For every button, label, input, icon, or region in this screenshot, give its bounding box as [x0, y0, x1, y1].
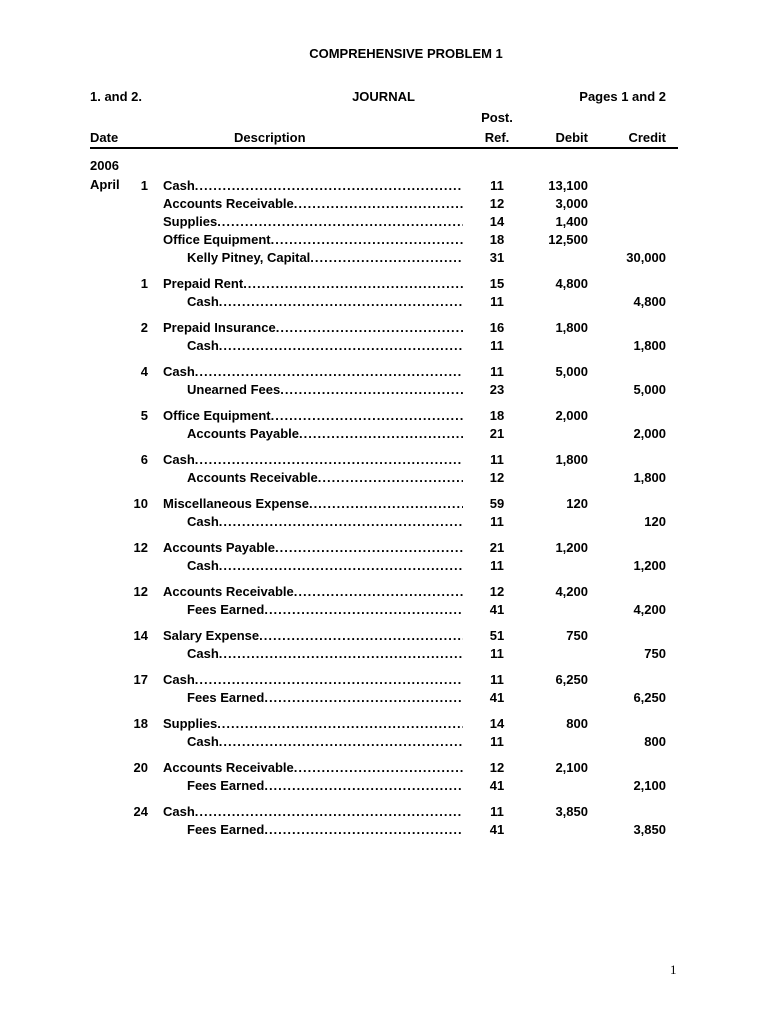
account-name: Accounts Receivable .....	[187, 469, 463, 487]
account-name: Fees Earned .....	[187, 601, 463, 619]
post-ref: 11	[490, 672, 504, 687]
post-ref: 15	[489, 276, 505, 291]
post-ref: 12	[489, 760, 505, 775]
journal-entry	[0, 539, 768, 575]
post-ref: 11	[490, 364, 504, 379]
table-row	[0, 689, 768, 707]
journal-entry	[0, 803, 768, 839]
post-ref: 41	[489, 778, 505, 793]
table-row	[0, 627, 768, 645]
journal-entry	[0, 627, 768, 663]
journal-month: April	[90, 177, 120, 192]
table-row	[0, 733, 768, 751]
account-name: Unearned Fees .....	[187, 381, 463, 399]
table-row	[0, 715, 768, 733]
table-row	[0, 803, 768, 821]
post-ref: 11	[490, 338, 504, 353]
table-row	[0, 425, 768, 443]
debit-amount: 3,850	[555, 804, 588, 819]
ref-column-header: Ref.	[484, 130, 510, 145]
credit-amount: 1,800	[633, 338, 666, 353]
part-label: 1. and 2.	[90, 89, 143, 104]
credit-amount: 6,250	[633, 690, 666, 705]
entry-day: 12	[133, 540, 148, 555]
entry-day: 5	[140, 408, 148, 423]
account-name: Accounts Receivable .....	[163, 759, 463, 777]
table-row	[0, 645, 768, 663]
post-ref: 41	[489, 822, 505, 837]
post-ref: 14	[489, 716, 505, 731]
account-name: Accounts Receivable .....	[163, 583, 463, 601]
account-name: Office Equipment .....	[163, 231, 463, 249]
account-name: Cash .....	[163, 671, 463, 689]
journal-entry	[0, 177, 768, 267]
account-name: Accounts Payable .....	[187, 425, 463, 443]
post-ref: 23	[489, 382, 505, 397]
entry-day: 10	[133, 496, 148, 511]
table-row	[0, 777, 768, 795]
post-ref: 18	[489, 232, 505, 247]
post-ref: 12	[489, 470, 505, 485]
post-ref: 31	[489, 250, 505, 265]
account-name: Cash .....	[187, 733, 463, 751]
post-ref: 41	[489, 602, 505, 617]
account-name: Cash .....	[163, 177, 463, 195]
post-ref: 21	[489, 540, 505, 555]
post-ref: 14	[489, 214, 505, 229]
table-row	[0, 557, 768, 575]
entry-day: 18	[133, 716, 148, 731]
post-ref: 21	[489, 426, 505, 441]
credit-amount: 30,000	[626, 250, 666, 265]
table-row	[0, 177, 768, 195]
entry-day: 4	[140, 364, 148, 379]
table-row	[0, 469, 768, 487]
account-name: Prepaid Insurance .....	[163, 319, 463, 337]
header-rule	[90, 147, 678, 149]
debit-amount: 4,800	[555, 276, 588, 291]
account-name: Cash .....	[187, 337, 463, 355]
debit-amount: 1,200	[555, 540, 588, 555]
table-row	[0, 759, 768, 777]
debit-amount: 800	[566, 716, 588, 731]
account-name: Miscellaneous Expense .....	[163, 495, 463, 513]
entry-day: 6	[140, 452, 148, 467]
post-ref: 12	[489, 584, 505, 599]
table-row	[0, 513, 768, 531]
page-number: 1	[670, 962, 677, 977]
account-name: Cash .....	[163, 451, 463, 469]
table-row	[0, 275, 768, 293]
post-ref: 51	[489, 628, 505, 643]
page-title: COMPREHENSIVE PROBLEM 1	[309, 46, 503, 61]
entry-day: 1	[140, 178, 148, 193]
debit-amount: 2,000	[555, 408, 588, 423]
debit-amount: 1,400	[555, 214, 588, 229]
debit-amount: 6,250	[555, 672, 588, 687]
debit-amount: 120	[566, 496, 588, 511]
post-ref: 16	[489, 320, 505, 335]
account-name: Accounts Payable .....	[163, 539, 463, 557]
account-name: Fees Earned .....	[187, 821, 463, 839]
credit-column-header: Credit	[628, 130, 666, 145]
table-row	[0, 381, 768, 399]
table-row	[0, 407, 768, 425]
debit-amount: 3,000	[555, 196, 588, 211]
debit-column-header: Debit	[555, 130, 588, 145]
table-row	[0, 671, 768, 689]
table-row	[0, 601, 768, 619]
entry-day: 12	[133, 584, 148, 599]
debit-amount: 4,200	[555, 584, 588, 599]
table-row	[0, 821, 768, 839]
account-name: Office Equipment .....	[163, 407, 463, 425]
journal-year: 2006	[90, 158, 119, 173]
entry-day: 2	[140, 320, 148, 335]
credit-amount: 3,850	[633, 822, 666, 837]
credit-amount: 1,800	[633, 470, 666, 485]
table-row	[0, 231, 768, 249]
post-ref: 18	[489, 408, 505, 423]
description-column-header: Description	[234, 130, 306, 145]
account-name: Cash .....	[187, 645, 463, 663]
debit-amount: 2,100	[555, 760, 588, 775]
journal-heading: JOURNAL	[352, 89, 415, 104]
account-name: Cash .....	[187, 513, 463, 531]
account-name: Fees Earned .....	[187, 777, 463, 795]
journal-entry	[0, 715, 768, 751]
table-row	[0, 319, 768, 337]
journal-entry	[0, 363, 768, 399]
account-name: Accounts Receivable .....	[163, 195, 463, 213]
debit-amount: 1,800	[555, 320, 588, 335]
table-row	[0, 293, 768, 311]
post-ref: 11	[490, 514, 504, 529]
account-name: Salary Expense .....	[163, 627, 463, 645]
account-name: Cash .....	[163, 363, 463, 381]
date-column-header: Date	[90, 130, 119, 145]
debit-amount: 12,500	[548, 232, 588, 247]
post-ref: 12	[489, 196, 505, 211]
entry-day: 1	[140, 276, 148, 291]
table-row	[0, 583, 768, 601]
account-name: Kelly Pitney, Capital .....	[187, 249, 463, 267]
journal-entry	[0, 759, 768, 795]
journal-entry	[0, 583, 768, 619]
credit-amount: 5,000	[633, 382, 666, 397]
account-name: Prepaid Rent .....	[163, 275, 463, 293]
pages-label: Pages 1 and 2	[579, 89, 666, 104]
journal-entry	[0, 407, 768, 443]
journal-entry	[0, 275, 768, 311]
entry-day: 20	[133, 760, 148, 775]
account-name: Supplies .....	[163, 213, 463, 231]
debit-amount: 750	[566, 628, 588, 643]
table-row	[0, 539, 768, 557]
post-ref: 11	[490, 558, 504, 573]
journal-entry	[0, 319, 768, 355]
post-ref: 11	[490, 294, 504, 309]
post-column-header: Post.	[481, 110, 513, 125]
credit-amount: 800	[644, 734, 666, 749]
table-row	[0, 495, 768, 513]
debit-amount: 1,800	[555, 452, 588, 467]
credit-amount: 120	[644, 514, 666, 529]
journal-entry	[0, 671, 768, 707]
account-name: Cash .....	[187, 293, 463, 311]
table-row	[0, 451, 768, 469]
account-name: Cash .....	[187, 557, 463, 575]
credit-amount: 4,800	[633, 294, 666, 309]
post-ref: 11	[490, 646, 504, 661]
journal-entry	[0, 451, 768, 487]
credit-amount: 2,100	[633, 778, 666, 793]
post-ref: 59	[489, 496, 505, 511]
post-ref: 11	[490, 804, 504, 819]
post-ref: 11	[490, 178, 504, 193]
entry-day: 17	[133, 672, 148, 687]
account-name: Cash .....	[163, 803, 463, 821]
account-name: Fees Earned .....	[187, 689, 463, 707]
table-row	[0, 213, 768, 231]
post-ref: 11	[490, 452, 504, 467]
table-row	[0, 195, 768, 213]
journal-entry	[0, 495, 768, 531]
credit-amount: 4,200	[633, 602, 666, 617]
account-name: Supplies .....	[163, 715, 463, 733]
table-row	[0, 363, 768, 381]
post-ref: 11	[490, 734, 504, 749]
post-ref: 41	[489, 690, 505, 705]
credit-amount: 1,200	[633, 558, 666, 573]
table-row	[0, 337, 768, 355]
entry-day: 14	[133, 628, 148, 643]
credit-amount: 750	[644, 646, 666, 661]
debit-amount: 13,100	[548, 178, 588, 193]
table-row	[0, 249, 768, 267]
debit-amount: 5,000	[555, 364, 588, 379]
entry-day: 24	[133, 804, 148, 819]
credit-amount: 2,000	[633, 426, 666, 441]
journal-entries	[0, 177, 768, 847]
